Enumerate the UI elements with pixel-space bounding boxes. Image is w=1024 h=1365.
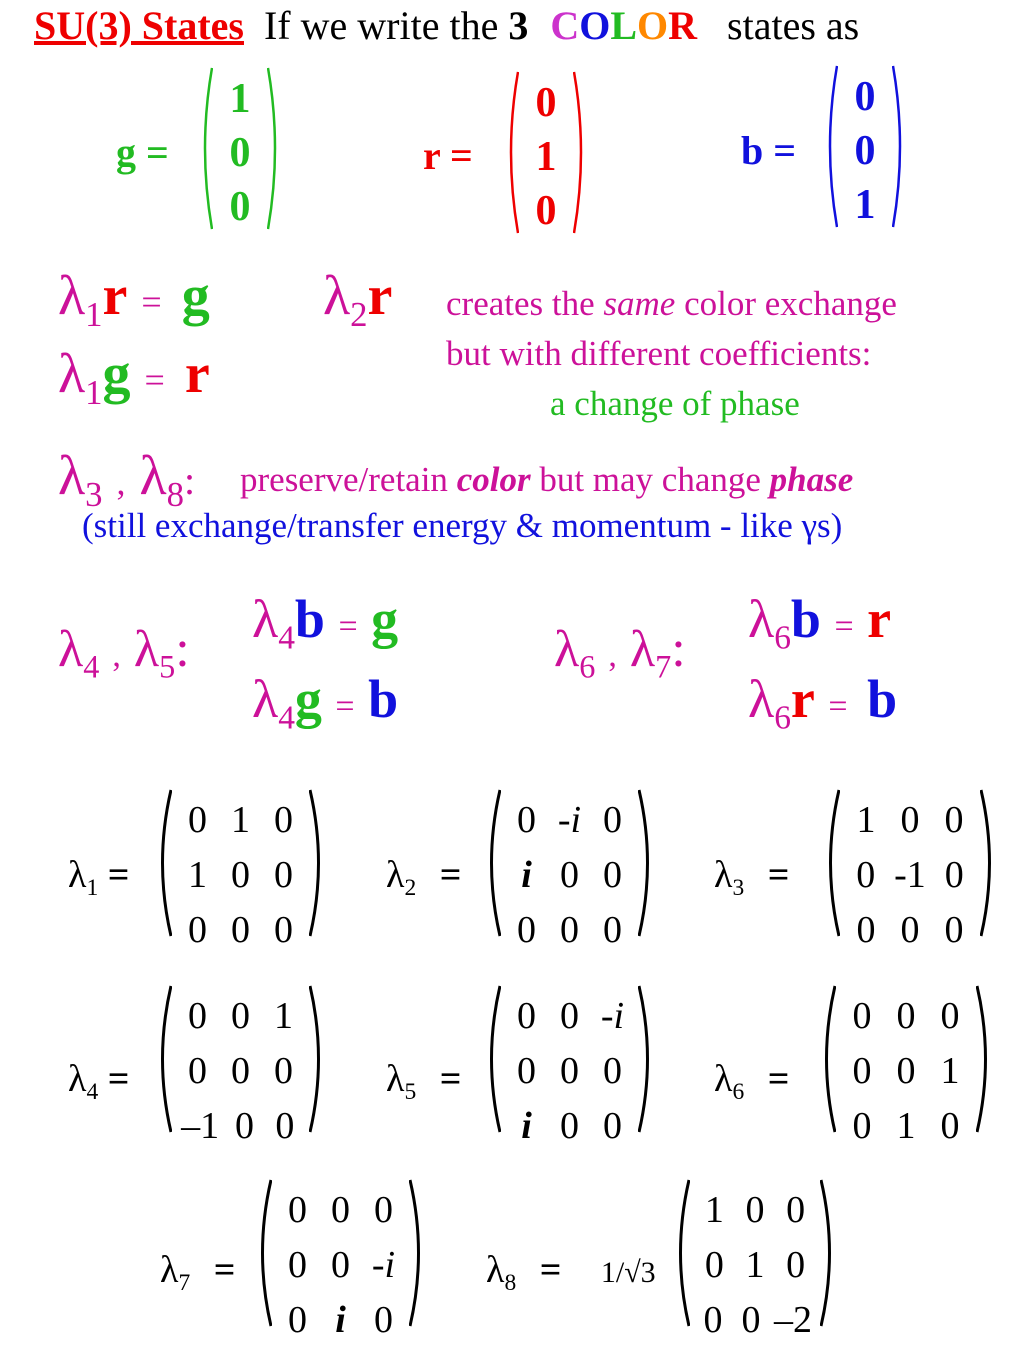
- lambda-subscript: 3: [85, 475, 103, 515]
- note-text: color exchange: [684, 284, 897, 323]
- right-paren-icon: [267, 66, 279, 231]
- matrix-entry: 0: [852, 1050, 872, 1092]
- matrix-entry: 0: [603, 1105, 622, 1147]
- matrix-entry: 0: [231, 995, 250, 1037]
- lambda4-b-equation: [252, 589, 399, 657]
- matrix-entry: 1: [940, 1050, 960, 1092]
- result-symbol: b: [867, 669, 898, 729]
- page-title: SU(3) States: [34, 3, 244, 48]
- matrix-entry: –1: [181, 1105, 220, 1147]
- lambda-subscript: 6: [774, 619, 791, 657]
- matrix-entry: 0: [374, 1299, 393, 1341]
- vector-r: [507, 70, 585, 235]
- matrix-row: [694, 1183, 816, 1238]
- lambda-symbol: λ: [252, 589, 279, 649]
- matrix-rows: [176, 793, 305, 958]
- matrix-entry: 0: [745, 1189, 765, 1231]
- matrix-entry: 0: [288, 1299, 307, 1341]
- lambda1-g-equation: [58, 343, 210, 413]
- matrix-entry: 0: [944, 854, 964, 896]
- left-paren-icon: [822, 984, 836, 1134]
- color-letter-r: R: [668, 3, 698, 48]
- matrix-entry: 0: [704, 1244, 724, 1286]
- vector-b: [826, 64, 904, 229]
- lambda-subscript: 6: [579, 648, 596, 685]
- equals-sign: =: [439, 854, 462, 896]
- equals-sign: =: [335, 688, 355, 725]
- right-paren-icon: [976, 984, 990, 1134]
- lambda45-label: [58, 621, 190, 685]
- lambda-symbol: λ: [68, 854, 87, 896]
- equals-sign: =: [539, 1249, 562, 1291]
- lambda-symbol: λ: [252, 669, 279, 729]
- lambda-symbol: λ: [68, 1058, 87, 1100]
- matrix-row: [176, 1044, 305, 1099]
- matrix-label: [386, 1057, 462, 1106]
- vector-entry: 1: [535, 134, 557, 180]
- vector-entry: 1: [854, 182, 876, 228]
- matrix-entry: 0: [703, 1299, 723, 1341]
- matrix-entry: 0: [856, 854, 876, 896]
- lambda-subscript: 4: [86, 1079, 99, 1106]
- equals-sign: =: [107, 854, 130, 896]
- matrix-entry: 0: [852, 1105, 872, 1147]
- vector-symbol: g: [102, 343, 131, 405]
- note-text: creates the: [446, 284, 595, 323]
- matrix-entry: 0: [896, 995, 916, 1037]
- matrix-entry: i: [335, 1299, 346, 1341]
- matrix-entry: 0: [274, 854, 293, 896]
- lambda-subscript: 6: [732, 1079, 745, 1106]
- lambda-subscript: 7: [178, 1270, 191, 1297]
- matrix-rows: [176, 989, 305, 1154]
- matrix-entry: 0: [188, 995, 207, 1037]
- matrix-label: [68, 853, 130, 902]
- matrix-entry: 0: [560, 1105, 579, 1147]
- lambda-symbol: λ: [554, 621, 580, 678]
- color-letter-o2: O: [637, 3, 669, 48]
- lambda-subscript: 4: [278, 619, 295, 657]
- matrix-row: [176, 1099, 305, 1154]
- description-text: but may change: [539, 460, 761, 499]
- right-paren-icon: [638, 984, 652, 1134]
- lambda-subscript: 2: [404, 875, 417, 902]
- matrix-row: [694, 1238, 816, 1293]
- matrix-entry: 0: [786, 1244, 806, 1286]
- matrix-entry: 1: [274, 995, 293, 1037]
- right-paren-icon: [820, 1178, 834, 1328]
- diagonal-generators-line: [58, 445, 196, 515]
- matrix: [158, 788, 323, 951]
- lambda-subscript: 1: [85, 295, 103, 335]
- vector-entry: 0: [535, 80, 557, 126]
- matrix-entry: 0: [331, 1189, 350, 1231]
- matrix-label: [68, 1057, 130, 1106]
- right-paren-icon: [573, 70, 585, 235]
- left-paren-icon: [487, 984, 501, 1134]
- right-paren-icon: [980, 788, 994, 938]
- matrix-entry: 0: [900, 799, 920, 841]
- equals-sign: =: [107, 1058, 130, 1100]
- matrix-row: [176, 903, 305, 958]
- matrix-entry: 0: [560, 1050, 579, 1092]
- matrix-entry: 0: [944, 799, 964, 841]
- lambda-subscript: 3: [732, 875, 745, 902]
- left-paren-icon: [826, 788, 840, 938]
- separator: ,: [116, 462, 126, 502]
- exchange-note-line3: a change of phase: [550, 384, 800, 423]
- matrix-entry: 0: [560, 854, 579, 896]
- lambda-symbol: λ: [386, 854, 405, 896]
- matrix-entry: 0: [374, 1189, 393, 1231]
- matrix-label: [160, 1248, 236, 1297]
- matrix-entry: 1: [704, 1189, 724, 1231]
- matrix-row: [844, 848, 976, 903]
- matrix-entry: -i: [600, 995, 625, 1037]
- matrix-row: [844, 793, 976, 848]
- matrix-entry: 0: [274, 1050, 293, 1092]
- colon: :: [175, 621, 190, 678]
- equals-sign: =: [213, 1249, 236, 1291]
- lambda6-b-equation: [748, 589, 892, 657]
- lambda-subscript: 8: [166, 475, 185, 515]
- color-letter-c: C: [550, 3, 580, 48]
- matrix-entry: 0: [517, 1050, 536, 1092]
- separator: ,: [112, 637, 121, 674]
- vector-entry: 0: [854, 74, 876, 120]
- matrix-row: [505, 1099, 634, 1154]
- color-word: [550, 3, 707, 48]
- diagonal-note: [82, 508, 842, 543]
- equals-sign: =: [439, 1058, 462, 1100]
- lambda-subscript: 1: [86, 875, 99, 902]
- matrix-entry: 0: [517, 799, 536, 841]
- equals-sign: =: [834, 608, 854, 645]
- matrix-rows: [505, 989, 634, 1154]
- lambda-symbol: λ: [748, 669, 775, 729]
- equals-sign: =: [144, 360, 165, 400]
- result-symbol: g: [181, 265, 210, 327]
- matrix-label: [714, 853, 790, 902]
- matrix-entry: 0: [231, 909, 250, 951]
- matrix-row: [276, 1238, 405, 1293]
- matrix-rows: [276, 1183, 405, 1348]
- matrix-entry: 0: [896, 1050, 916, 1092]
- left-paren-icon: [158, 984, 172, 1134]
- lambda-subscript: 6: [774, 699, 791, 737]
- matrix-entry: 0: [274, 799, 293, 841]
- matrix-entry: 0: [786, 1189, 806, 1231]
- matrix-row: [176, 793, 305, 848]
- lambda2-r-expression: [323, 265, 393, 335]
- lambda-symbol: λ: [714, 1058, 733, 1100]
- lambda-symbol: λ: [58, 343, 86, 405]
- vector-symbol: r: [102, 265, 128, 327]
- right-paren-icon: [892, 64, 904, 229]
- matrix-rows: [694, 1183, 816, 1348]
- result-symbol: r: [184, 343, 210, 405]
- equals-sign: =: [141, 282, 162, 322]
- matrix-entry: 0: [603, 1050, 622, 1092]
- matrix-entry: -i: [557, 799, 582, 841]
- colon: :: [184, 458, 196, 503]
- matrix-entry: 0: [234, 1105, 254, 1147]
- right-paren-icon: [638, 788, 652, 938]
- result-symbol: b: [368, 669, 399, 729]
- vector-symbol: b: [790, 589, 821, 649]
- note-emphasis: same: [603, 284, 676, 323]
- lambda-symbol: λ: [629, 621, 656, 678]
- matrix-label: [714, 1057, 790, 1106]
- matrix-row: [505, 793, 634, 848]
- matrix-entry: 0: [517, 909, 536, 951]
- matrix-row: [840, 1099, 972, 1154]
- matrix-label: [386, 853, 462, 902]
- separator: ,: [608, 637, 617, 674]
- lambda-symbol: λ: [139, 445, 167, 507]
- color-emphasis: color: [456, 460, 531, 499]
- result-symbol: g: [371, 589, 399, 649]
- matrix-entry: 0: [603, 909, 622, 951]
- matrix-row: [844, 903, 976, 958]
- lambda1-r-equation: [58, 265, 210, 335]
- matrix-entry: 0: [603, 799, 622, 841]
- description-text: preserve/retain: [240, 460, 448, 499]
- lambda-symbol: λ: [160, 1249, 179, 1291]
- matrix-entry: 0: [517, 995, 536, 1037]
- matrix: [258, 1178, 423, 1341]
- vector-g-label: g =: [116, 130, 169, 175]
- matrix: [822, 984, 990, 1147]
- vector-g: [201, 66, 279, 231]
- matrix-entry: 0: [288, 1189, 307, 1231]
- matrix-row: [505, 1044, 634, 1099]
- matrix-entry: 1: [896, 1105, 916, 1147]
- matrix: [158, 984, 323, 1147]
- tail-text: states as: [727, 3, 860, 48]
- matrix-entry: 1: [856, 799, 876, 841]
- equals-sign: =: [767, 854, 790, 896]
- lambda-subscript: 2: [350, 295, 368, 335]
- result-symbol: r: [867, 589, 892, 649]
- matrix-entry: 0: [900, 909, 920, 951]
- lambda-symbol: λ: [323, 265, 351, 327]
- color-letter-o: O: [579, 3, 611, 48]
- vector-entry: 1: [229, 76, 251, 122]
- lambda-symbol: λ: [133, 621, 160, 678]
- lambda-subscript: 5: [159, 648, 176, 685]
- matrix-entry: 0: [944, 909, 964, 951]
- equals-sign: =: [767, 1058, 790, 1100]
- equals-sign: =: [338, 608, 358, 645]
- vector-symbol: r: [367, 265, 393, 327]
- gamma-symbol: γ: [801, 506, 818, 545]
- diagonal-description: [240, 462, 853, 497]
- matrix-entry: 0: [560, 995, 579, 1037]
- left-paren-icon: [487, 788, 501, 938]
- vector-entry: 0: [854, 128, 876, 174]
- lambda-subscript: 8: [504, 1270, 517, 1297]
- matrix-entry: i: [521, 854, 532, 896]
- matrix-rows: [844, 793, 976, 958]
- matrix-entry: -i: [371, 1244, 396, 1286]
- matrix-entry: 1: [188, 854, 207, 896]
- left-paren-icon: [676, 1178, 690, 1328]
- matrix-entry: i: [521, 1105, 532, 1147]
- right-paren-icon: [309, 984, 323, 1134]
- lambda-symbol: λ: [386, 1058, 405, 1100]
- matrix-row: [505, 848, 634, 903]
- lambda-symbol: λ: [486, 1249, 505, 1291]
- vector-b-label: b =: [741, 128, 797, 173]
- vector-entry: 0: [535, 188, 557, 234]
- lambda-symbol: λ: [58, 445, 86, 507]
- lambda-symbol: λ: [714, 854, 733, 896]
- matrix-entry: 0: [940, 1105, 960, 1147]
- right-paren-icon: [309, 788, 323, 938]
- matrix-entry: 0: [288, 1244, 307, 1286]
- lambda-symbol: λ: [58, 621, 84, 678]
- lambda-subscript: 7: [655, 648, 672, 685]
- prefactor: 1/√3: [600, 1256, 656, 1289]
- vector-symbol: r: [790, 669, 815, 729]
- matrix-entry: 0: [603, 854, 622, 896]
- note-text: s): [817, 506, 843, 545]
- matrix-rows: [505, 793, 634, 958]
- vector-symbol: g: [294, 669, 322, 729]
- matrix-row: [505, 903, 634, 958]
- matrix-row: [176, 848, 305, 903]
- color-letter-l: L: [610, 3, 638, 48]
- lambda-subscript: 5: [404, 1079, 417, 1106]
- lambda-subscript: 1: [85, 373, 103, 413]
- equals-sign: =: [828, 688, 848, 725]
- lambda-subscript: 4: [83, 648, 100, 685]
- matrix-entry: 0: [188, 799, 207, 841]
- matrix: [487, 788, 652, 951]
- vector-r-label: r =: [423, 133, 473, 178]
- matrix: [487, 984, 652, 1147]
- exchange-note-line1: [446, 286, 897, 321]
- matrix-rows: [840, 989, 972, 1154]
- vector-symbol: b: [294, 589, 325, 649]
- matrix-entry: –2: [774, 1299, 812, 1341]
- prefactor-numerator: 1: [600, 1256, 616, 1289]
- matrix-row: [505, 989, 634, 1044]
- matrix-entry: 0: [741, 1299, 761, 1341]
- lambda67-label: [554, 621, 686, 685]
- matrix: [676, 1178, 834, 1341]
- three-count: 3: [508, 3, 529, 48]
- lambda-symbol: λ: [58, 265, 86, 327]
- prefactor-denominator: √3: [624, 1256, 656, 1289]
- left-paren-icon: [158, 788, 172, 938]
- matrix: [826, 788, 994, 951]
- exchange-note-line2: but with different coefficients:: [446, 334, 872, 373]
- lambda-symbol: λ: [748, 589, 775, 649]
- matrix-entry: 0: [331, 1244, 350, 1286]
- matrix-row: [176, 989, 305, 1044]
- lambda4-g-equation: [252, 669, 399, 737]
- lambda6-r-equation: [748, 669, 898, 737]
- colon: :: [671, 621, 686, 678]
- matrix-entry: 1: [231, 799, 250, 841]
- matrix-entry: 0: [188, 909, 207, 951]
- left-paren-icon: [258, 1178, 272, 1328]
- matrix-entry: 0: [188, 1050, 207, 1092]
- note-text: (still exchange/transfer energy & momentum - like: [82, 506, 793, 545]
- matrix-entry: 0: [560, 909, 579, 951]
- matrix-entry: 0: [231, 1050, 250, 1092]
- matrix-entry: -1: [894, 854, 926, 896]
- matrix-row: [840, 1044, 972, 1099]
- phase-emphasis: phase: [769, 460, 854, 499]
- matrix-row: [276, 1183, 405, 1238]
- matrix-row: [840, 989, 972, 1044]
- matrix-entry: 0: [940, 995, 960, 1037]
- lambda-subscript: 4: [278, 699, 295, 737]
- matrix-label: [486, 1248, 656, 1297]
- vector-entry: 0: [229, 184, 251, 230]
- matrix-entry: 0: [231, 854, 250, 896]
- matrix-entry: 0: [852, 995, 872, 1037]
- matrix-entry: 0: [275, 1105, 295, 1147]
- matrix-row: [276, 1293, 405, 1348]
- vector-entry: 0: [229, 130, 251, 176]
- matrix-entry: 0: [274, 909, 293, 951]
- matrix-row: [694, 1293, 816, 1348]
- right-paren-icon: [409, 1178, 423, 1328]
- header-line: [34, 3, 860, 48]
- matrix-entry: 1: [745, 1244, 765, 1286]
- matrix-entry: 0: [856, 909, 876, 951]
- intro-text: If we write the: [263, 3, 499, 48]
